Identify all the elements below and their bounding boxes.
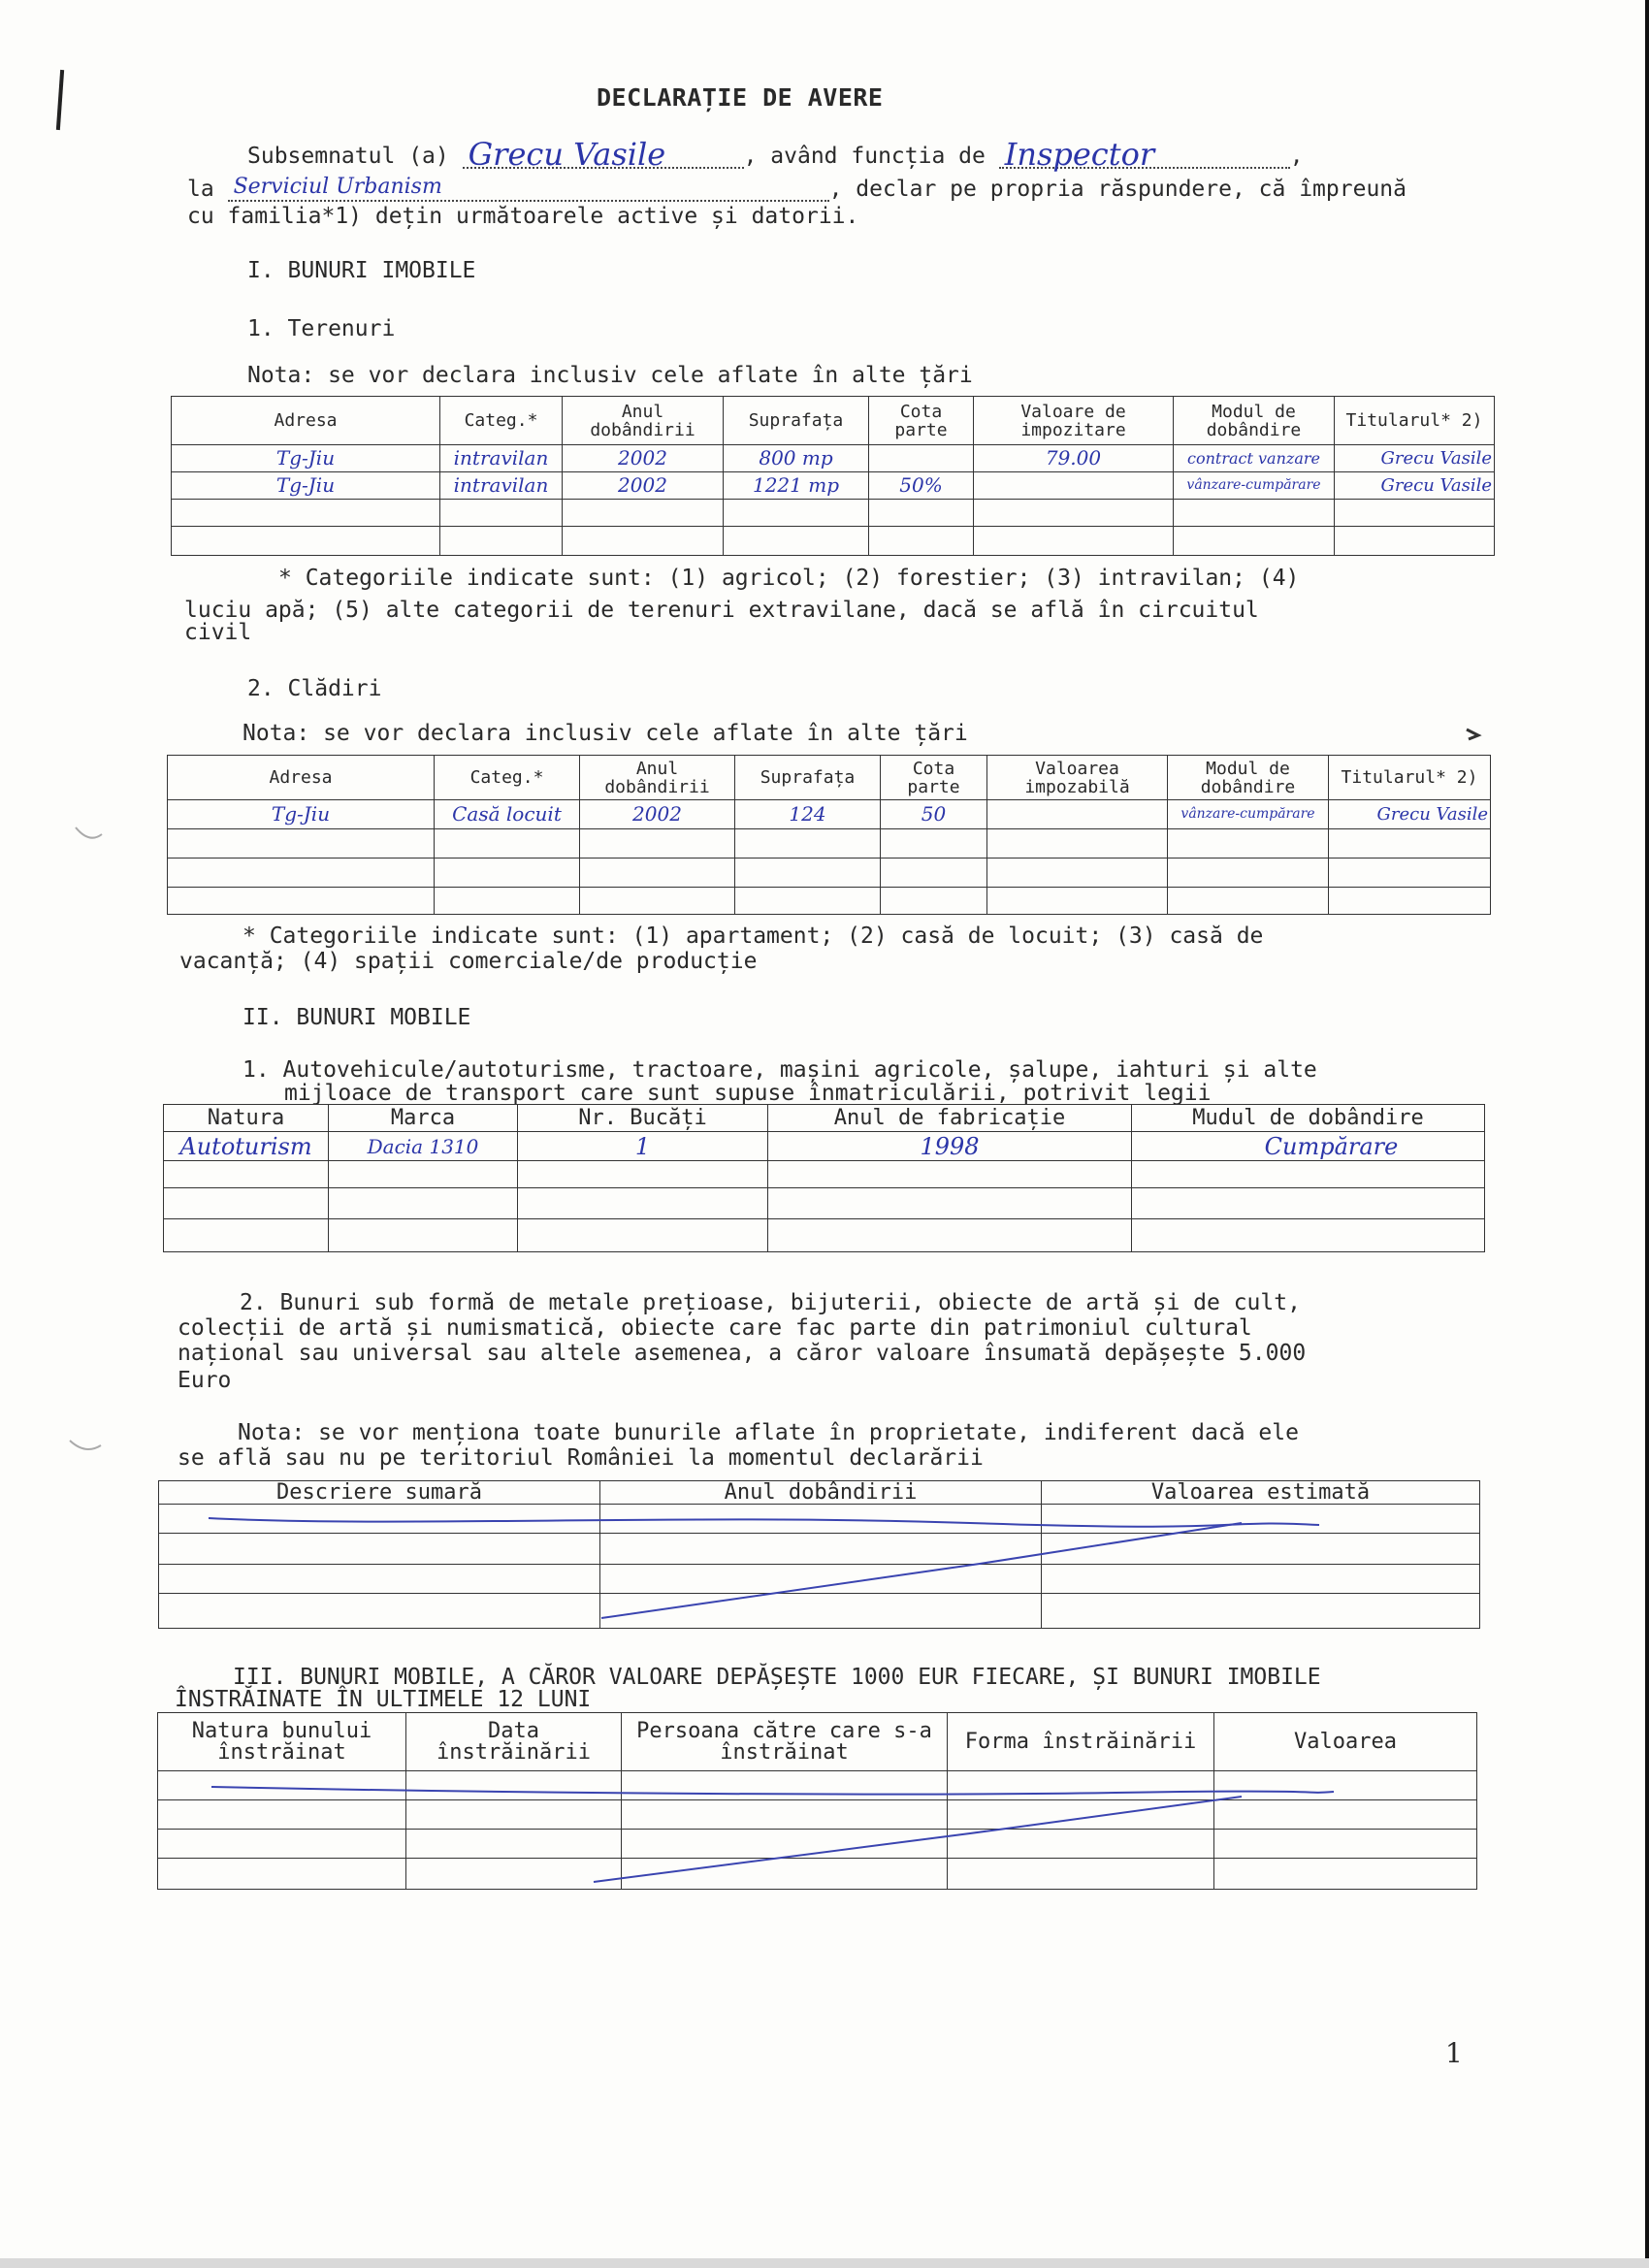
page-number: 1 [1445,2037,1463,2069]
pretioase-text-4: Euro [178,1368,232,1393]
declarant-name: Grecu Vasile [468,136,666,173]
col-header: Adresa [168,756,435,800]
employer-field [228,177,829,202]
col-header: Valoarea estimată [1042,1481,1480,1505]
table-row [159,1565,1480,1594]
instrainate-table [157,1712,1477,1890]
intro-line-1 [247,136,1304,173]
table-row [159,1505,1480,1534]
table-row [158,1771,1477,1800]
scan-bottom-edge [0,2258,1649,2268]
cell-anul: 2002 [563,472,724,500]
cell-adresa: Tg-Jiu [168,800,435,829]
table-row [168,859,1491,888]
arrow-mark [1467,729,1478,739]
binder-mark [76,827,102,838]
terenuri-table [171,396,1495,556]
table-row [164,1188,1485,1219]
col-header: Valoarea [1214,1713,1477,1771]
cell-nr-bucati: 1 [518,1132,768,1161]
table-row [168,829,1491,859]
section-2-heading: II. BUNURI MOBILE [242,1005,471,1030]
intro-functia: , având funcția de [743,144,986,169]
col-header: Suprafața [724,397,869,445]
terenuri-heading: 1. Terenuri [247,316,396,341]
section-3-heading-1: III. BUNURI MOBILE, A CĂROR VALOARE DEPĂȘEȘTE 1000 EUR FIECARE, ȘI BUNURI IMOBILE [233,1665,1321,1690]
cell-valoare [974,472,1174,500]
col-header: Anul dobândirii [600,1481,1042,1505]
cell-adresa: Tg-Jiu [172,472,440,500]
cell-anul: 2002 [563,445,724,472]
col-header: Adresa [172,397,440,445]
table-row [172,500,1495,527]
col-header: Valoare de impozitare [974,397,1174,445]
declarant-employer: Serviciul Urbanism [233,175,442,199]
col-header: Suprafața [735,756,881,800]
auto-header-row [164,1105,1485,1132]
col-header: Cota parte [869,397,974,445]
cell-categ: Casă locuit [435,800,580,829]
col-header: Modul de dobândire [1168,756,1329,800]
table-row [158,1830,1477,1859]
cell-modul: contract vanzare [1174,445,1335,472]
pretioase-text-1: 2. Bunuri sub formă de metale prețioase, bijuterii, obiecte de artă și de cult, [240,1290,1301,1315]
auto-heading-2: mijloace de transport care sunt supuse înmatriculării, potrivit legii [284,1081,1212,1106]
col-header: Cota parte [881,756,987,800]
cell-natura: Autoturism [164,1132,329,1161]
cell-anul-fabricatie: 1998 [768,1132,1132,1161]
col-header: Titularul* 2) [1335,397,1495,445]
cell-suprafata: 124 [735,800,881,829]
intro-line-1-end: , [1289,144,1304,169]
table-row [159,1534,1480,1565]
name-field [463,136,744,173]
section-1-heading: I. BUNURI IMOBILE [247,258,476,283]
col-header: Anul dobândirii [563,397,724,445]
table-row [164,1219,1485,1252]
terenuri-header-row [172,397,1495,445]
cell-titular: Grecu Vasile [1329,800,1491,829]
cell-anul: 2002 [580,800,735,829]
cell-suprafata: 1221 mp [724,472,869,500]
intro-subsemnatul-suffix: (a) [408,144,449,169]
cell-titular: Grecu Vasile [1335,445,1495,472]
col-header: Nr. Bucăți [518,1105,768,1132]
pretioase-nota-1: Nota: se vor menționa toate bunurile aflate în proprietate, indiferent dacă ele [238,1420,1299,1445]
cladiri-heading: 2. Clădiri [247,676,382,701]
cladiri-table [167,755,1491,915]
col-header: Anul de fabricație [768,1105,1132,1132]
table-row [172,445,1495,472]
page-title: DECLARAȚIE DE AVERE [597,83,884,112]
cell-marca: Dacia 1310 [329,1132,518,1161]
table-row [158,1859,1477,1890]
scan-edge [1645,0,1649,2268]
cell-valoare: 79.00 [974,445,1174,472]
table-row [168,800,1491,829]
cell-modul: vânzare-cumpărare [1174,472,1335,500]
function-field [999,136,1290,173]
pretioase-table [158,1480,1480,1629]
cell-valoare [987,800,1168,829]
cell-suprafata: 800 mp [724,445,869,472]
table-row [158,1800,1477,1830]
pretioase-header-row [159,1481,1480,1505]
cell-adresa: Tg-Jiu [172,445,440,472]
col-header: Mudul de dobândire [1132,1105,1485,1132]
scan-margin-mark [56,70,64,130]
cell-cota: 50% [869,472,974,500]
col-header: Data înstrăinării [406,1713,622,1771]
table-row [168,888,1491,915]
cell-categ: intravilan [440,472,563,500]
col-header: Natura bunului înstrăinat [158,1713,406,1771]
pretioase-text-3: național sau universal sau altele asemenea, a căror valoare însumată depășește 5.000 [178,1341,1307,1366]
auto-table [163,1104,1485,1252]
col-header: Valoarea impozabilă [987,756,1168,800]
cladiri-nota: Nota: se vor declara inclusiv cele aflate în alte țări [242,721,968,746]
col-header: Persoana către care s-a înstrăinat [622,1713,948,1771]
pretioase-nota-2: se află sau nu pe teritoriul României la momentul declarării [178,1445,984,1471]
section-3-heading-2: ÎNSTRĂINATE ÎN ULTIMELE 12 LUNI [175,1687,592,1712]
cell-titular: Grecu Vasile [1335,472,1495,500]
cell-cota [869,445,974,472]
col-header: Categ.* [435,756,580,800]
col-header: Descriere sumară [159,1481,600,1505]
instrainate-header-row [158,1713,1477,1771]
col-header: Forma înstrăinării [948,1713,1214,1771]
table-row [172,527,1495,556]
auto-heading-1: 1. Autovehicule/autoturisme, tractoare, mașini agricole, șalupe, iahturi și alte [242,1057,1317,1083]
intro-subsemnatul: Subsemnatul [247,144,396,169]
terenuri-footnote-2: luciu apă; (5) alte categorii de terenuri extravilane, dacă se află în circuitul [184,598,1259,623]
table-row [159,1594,1480,1629]
binder-mark [70,1441,101,1449]
cell-modul: Cumpărare [1132,1132,1485,1161]
terenuri-footnote-1: * Categoriile indicate sunt: (1) agricol; (2) forestier; (3) intravilan; (4) [278,566,1300,591]
intro-line-2 [187,177,1406,202]
intro-line-3: cu familia*1) dețin următoarele active și datorii. [187,204,859,229]
table-row [164,1132,1485,1161]
cladiri-header-row [168,756,1491,800]
intro-declar: , declar pe propria răspundere, că împreună [828,177,1406,202]
intro-la: la [187,177,214,202]
table-row [172,472,1495,500]
terenuri-nota: Nota: se vor declara inclusiv cele aflate în alte țări [247,363,973,388]
terenuri-footnote-3: civil [184,620,252,645]
col-header: Marca [329,1105,518,1132]
col-header: Titularul* 2) [1329,756,1491,800]
cell-modul: vânzare-cumpărare [1168,800,1329,829]
pretioase-text-2: colecții de artă și numismatică, obiecte care fac parte din patrimoniul cultural [178,1315,1252,1341]
declarant-function: Inspector [1004,136,1155,173]
col-header: Modul de dobândire [1174,397,1335,445]
cell-cota: 50 [881,800,987,829]
col-header: Anul dobândirii [580,756,735,800]
cladiri-footnote-1: * Categoriile indicate sunt: (1) apartament; (2) casă de locuit; (3) casă de [242,923,1264,949]
col-header: Natura [164,1105,329,1132]
table-row [164,1161,1485,1188]
cell-categ: intravilan [440,445,563,472]
col-header: Categ.* [440,397,563,445]
cladiri-footnote-2: vacanță; (4) spații comerciale/de producție [179,949,758,974]
